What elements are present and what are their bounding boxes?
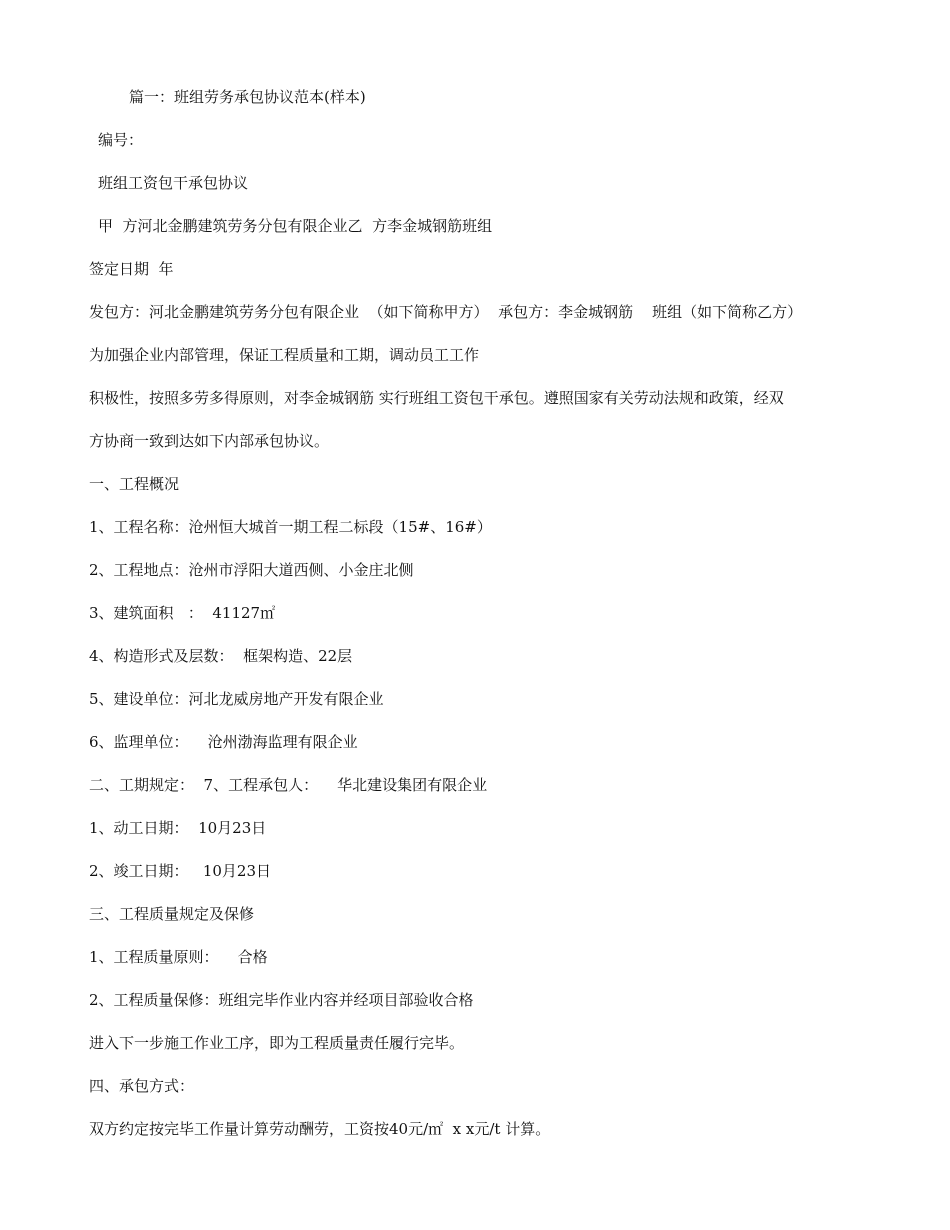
list-item: 1、动工日期： 10月23日 bbox=[89, 819, 267, 837]
parties-line: 甲 方河北金鹏建筑劳务分包有限企业乙 方李金城钢筋班组 bbox=[98, 217, 493, 235]
list-item: 4、构造形式及层数： 框架构造、22层 bbox=[89, 647, 353, 665]
list-item: 2、工程质量保修：班组完毕作业内容并经项目部验收合格 bbox=[89, 991, 474, 1009]
section-heading: 二、工期规定： 7、工程承包人： 华北建设集团有限企业 bbox=[89, 776, 488, 794]
list-item: 5、建设单位：河北龙威房地产开发有限企业 bbox=[89, 690, 384, 708]
list-item: 2、竣工日期： 10月23日 bbox=[89, 862, 272, 880]
paragraph-line: 进入下一步施工作业工序，即为工程质量责任履行完毕。 bbox=[89, 1034, 465, 1052]
section-heading: 四、承包方式： bbox=[89, 1077, 195, 1095]
intro-paragraph-line: 方协商一致到达如下内部承包协议。 bbox=[89, 432, 330, 450]
sign-date: 签定日期 年 bbox=[89, 260, 174, 278]
list-item: 1、工程质量原则： 合格 bbox=[89, 948, 268, 966]
agreement-subtitle: 班组工资包干承包协议 bbox=[98, 174, 249, 192]
list-item: 6、监理单位： 沧州渤海监理有限企业 bbox=[89, 733, 358, 751]
paragraph-line: 双方约定按完毕工作量计算劳动酬劳，工资按40元/㎡ x x元/t 计算。 bbox=[89, 1120, 551, 1138]
number-label: 编号： bbox=[98, 131, 144, 149]
document-title: 篇一：班组劳务承包协议范本(样本) bbox=[129, 88, 366, 106]
intro-paragraph-line: 积极性，按照多劳多得原则，对李金城钢筋 实行班组工资包干承包。遵照国家有关劳动法规和政策，经双 bbox=[89, 389, 784, 407]
intro-paragraph-line: 为加强企业内部管理，保证工程质量和工期，调动员工工作 bbox=[89, 346, 480, 364]
parties-full: 发包方：河北金鹏建筑劳务分包有限企业 （如下简称甲方） 承包方：李金城钢筋 班组（如下简称乙方） bbox=[89, 303, 803, 321]
section-heading: 一、工程概况 bbox=[89, 475, 180, 493]
list-item: 3、建筑面积 ： 41127㎡ bbox=[89, 604, 276, 622]
list-item: 2、工程地点：沧州市浮阳大道西侧、小金庄北侧 bbox=[89, 561, 414, 579]
list-item: 1、工程名称：沧州恒大城首一期工程二标段（15#、16#） bbox=[89, 518, 492, 536]
section-heading: 三、工程质量规定及保修 bbox=[89, 905, 255, 923]
